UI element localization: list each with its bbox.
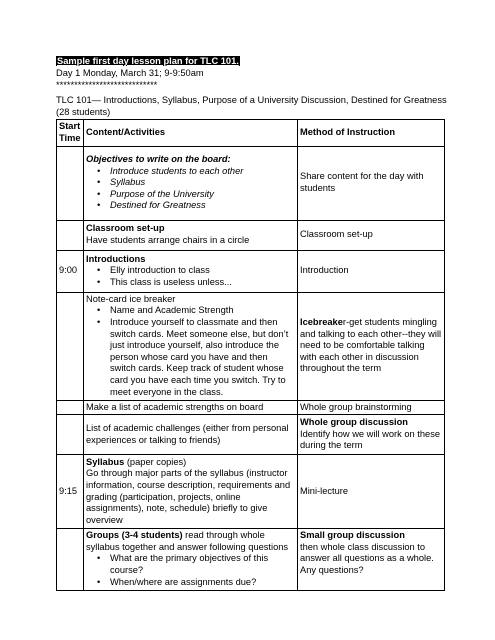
header-content: Content/Activities — [84, 120, 298, 146]
list-item: • This class is useless unless... — [110, 277, 295, 289]
lesson-plan-table — [56, 119, 445, 591]
row-time: 9:15 — [57, 455, 84, 529]
star-separator: **************************** — [56, 79, 158, 90]
row-content — [84, 292, 298, 400]
row-method — [298, 292, 445, 400]
list-item: • What are the primary objectives of this course? — [110, 553, 295, 576]
list-item: • Syllabus — [110, 177, 295, 189]
row-method: Share content for the day with students — [298, 146, 445, 220]
syllabus-text: Go through major parts of the syllabus (instructor information, course description, requirements and grading (participation, projects, online assignments), note, schedule) briefly to give overview — [86, 468, 291, 525]
row-content — [84, 529, 298, 591]
row-time: 9:00 — [57, 250, 84, 292]
row-content — [84, 220, 298, 250]
list-item: • Elly introduction to class — [110, 265, 295, 277]
groups-list — [86, 553, 295, 588]
icebreaker-list — [86, 305, 295, 398]
document-title: Sample first day lesson plan for TLC 101. — [57, 56, 239, 66]
row-time — [57, 415, 84, 455]
row-content — [84, 455, 298, 529]
objectives-heading: Objectives to write on the board: — [86, 154, 231, 165]
row-content: List of academic challenges (either from personal experiences or talking to friends) — [84, 415, 298, 455]
syllabus-heading: Syllabus — [86, 456, 125, 467]
row-time — [57, 529, 84, 591]
row-method: Introduction — [298, 250, 445, 292]
setup-heading: Classroom set-up — [86, 223, 165, 234]
title-line — [56, 56, 444, 68]
header-method: Method of Instruction — [298, 120, 445, 146]
icebreaker-heading: Note-card ice breaker — [86, 293, 176, 304]
list-item: • When/where are assignments due? — [110, 577, 295, 589]
method-rest: r-get students mingling and talking to each other--they will need to be comfortable talking with each other in discussion throughout the term — [300, 317, 442, 374]
groups-heading-suffix: read through whole syllabus together and answer following questions — [86, 530, 289, 552]
table-row — [57, 292, 445, 400]
row-time — [57, 400, 84, 415]
method-rest: then whole class discussion to answer all questions as a whole. Any questions? — [300, 541, 434, 575]
row-content — [84, 250, 298, 292]
table-row — [57, 146, 445, 220]
table-row — [57, 250, 445, 292]
syllabus-heading-line — [86, 457, 295, 469]
setup-text: Have students arrange chairs in a circle — [86, 235, 250, 246]
row-method — [298, 415, 445, 455]
list-item: • Introduce yourself to classmate and then switch cards. Meet someone else, but don’t just introduce yourself, also introduce the person whose card you have and then switch cards. Keep track of student whose card you have each time you switch. Try to meet everyone in the class. — [110, 317, 295, 398]
row-method: Classroom set-up — [298, 220, 445, 250]
row-time — [57, 292, 84, 400]
document-page — [56, 56, 447, 591]
table-row — [57, 220, 445, 250]
table-row — [57, 529, 445, 591]
row-method — [298, 529, 445, 591]
course-line: TLC 101— Introductions, Syllabus, Purpose of a University Discussion, Destined for Greatness — [56, 95, 447, 106]
row-method: Whole group brainstorming — [298, 400, 445, 415]
header-start-time: Start Time — [57, 120, 84, 146]
list-item: • Purpose of the University — [110, 189, 295, 201]
row-content: Make a list of academic strengths on board — [84, 400, 298, 415]
objectives-list — [86, 166, 295, 212]
table-row — [57, 400, 445, 415]
list-item: • Destined for Greatness — [110, 200, 295, 212]
day-line: Day 1 Monday, March 31; 9-9:50am — [56, 68, 204, 78]
syllabus-heading-suffix: (paper copies) — [124, 456, 187, 467]
method-bold: Icebreake — [300, 317, 343, 328]
table-header-row — [57, 120, 445, 146]
row-content — [84, 146, 298, 220]
method-bold: Small group discussion — [300, 530, 405, 541]
table-row — [57, 455, 445, 529]
list-item: • Introduce students to each other — [110, 166, 295, 178]
introductions-heading: Introductions — [86, 253, 146, 264]
method-bold: Whole group discussion — [300, 417, 408, 428]
row-method: Mini-lecture — [298, 455, 445, 529]
table-row — [57, 415, 445, 455]
method-rest: Identify how we will work on these during the term — [300, 428, 441, 451]
student-count: (28 students) — [56, 106, 111, 117]
row-time — [57, 220, 84, 250]
row-time — [57, 146, 84, 220]
groups-heading: Groups (3-4 students) — [86, 530, 183, 541]
groups-heading-line — [86, 530, 295, 553]
introductions-list — [86, 265, 295, 288]
list-item: • Name and Academic Strength — [110, 305, 295, 317]
